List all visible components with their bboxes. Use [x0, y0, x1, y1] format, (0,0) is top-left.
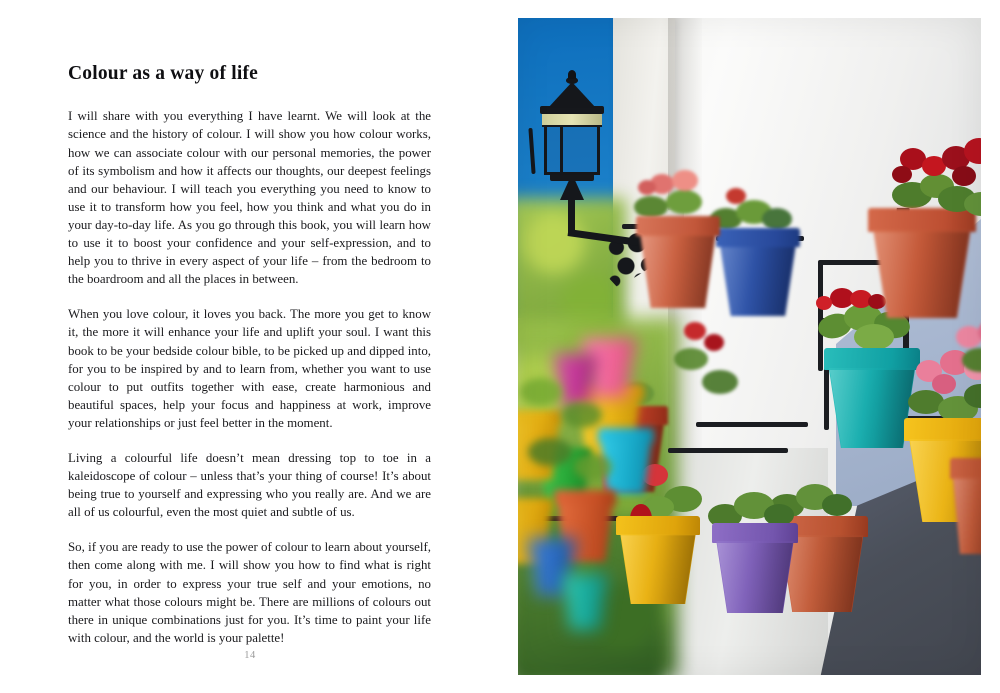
body-paragraph-4: So, if you are ready to use the power of colour to learn about yourself, then come along with me. I will show you how to find what is right for you, in order to express your true self and your emotions, no matter what those colours might be. There are millions of colours out there in unique combinations just for you. It’s time to paint your life with colour, and the world is your palette!: [68, 540, 431, 645]
flower-pot-terracotta-upper-right: [868, 208, 976, 318]
lamp-side-hook: [528, 128, 535, 174]
flower-pot-purple: [712, 523, 798, 613]
lamp-finial: [568, 70, 576, 79]
iron-rail-terracotta-low: [668, 448, 788, 453]
flower-pot-yellow-centre: [616, 516, 700, 604]
flower-pot-terracotta-centre: [636, 216, 720, 308]
flower-pot-cyan-blurred: [598, 428, 654, 494]
page-title: Colour as a way of life: [68, 63, 259, 84]
lamp-lantern-body: [544, 123, 600, 175]
lamp-lantern-mullion: [560, 123, 563, 175]
lamp-glass-band: [542, 112, 602, 127]
flower-pot-teal-blurred-low: [562, 574, 608, 630]
body-paragraph-3: Living a colourful life doesn’t mean dressing top to toe in a kaleidoscope of colour – unless that’s your thing of course! It’s about being true to yourself and expressing who you really are. And we are all of us colourful, even the most quiet and subtle of us.: [68, 450, 431, 520]
flower-pot-yellow-blurred-left: [518, 410, 562, 480]
photo-canvas: [518, 18, 981, 675]
flower-pot-magenta-blurred: [554, 354, 598, 406]
iron-rail-right-lower: [820, 318, 906, 323]
flower-pot-blue: [716, 228, 800, 316]
photograph: [518, 18, 981, 675]
page-number: 14: [244, 650, 256, 661]
iron-rail-teal-vertical: [818, 261, 823, 371]
iron-rail-purple-arm: [696, 422, 808, 427]
lamp-cap: [548, 82, 596, 108]
flower-pot-terracotta-far-right: [950, 458, 981, 554]
body-paragraph-2: When you love colour, it loves you back. The more you get to know it, the more it will enhance your life and uplift your soul. I want this book to be your bedside colour bible, to be picked up and dipped into, for you to be inspired by and to learn from, whether you want to use colour to put outfits together with ease, create harmonious and beautiful spaces, help your focus and happiness at work, improve your relationships or just feel better in the moment.: [68, 307, 431, 430]
body-paragraph-1: I will share with you everything I have learnt. We will look at the science and the history of colour. I will show you how colour works, how we can associate colour with our personal memories, the power of its symbolism and how it affects our thoughts, our deepest feelings and our behaviour. I will teach you everything you need to know to use it to transform how you feel, how you think and what you do in your day-to-day life. As you go through this book, you will learn how to use it to boost your confidence and your self-expression, and to help you to thrive in every aspect of your life – from the bedroom to the boardroom and all the places in between.: [68, 109, 431, 287]
lamp-neck: [560, 180, 584, 200]
lamp-stem: [568, 198, 575, 234]
text-column: [68, 62, 431, 647]
